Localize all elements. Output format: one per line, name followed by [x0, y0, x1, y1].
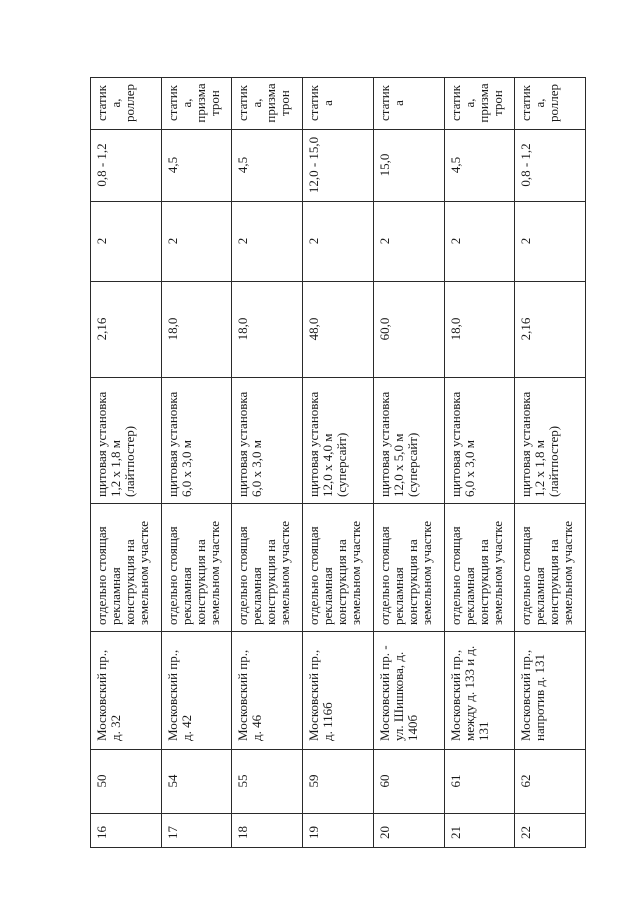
distance-cell: 12,0 - 15,0	[303, 130, 374, 202]
structure-type-cell: отдельно стоящая рекламная конструкция на земельном участке	[91, 504, 162, 632]
distance-cell: 0,8 - 1,2	[91, 130, 162, 202]
table-row	[303, 78, 374, 848]
distance-cell: 4,5	[232, 130, 303, 202]
display-mode-cell: статика, роллер	[515, 78, 586, 130]
row-number-cell: 18	[232, 814, 303, 848]
area-cell: 48,0	[303, 282, 374, 378]
construction-cell: щитовая установка 12,0 х 5,0 м (суперсайт)	[373, 378, 444, 504]
place-id-cell: 60	[373, 750, 444, 814]
table-row	[232, 78, 303, 848]
row-number-cell: 19	[303, 814, 374, 848]
address-cell: Московский пр., напротив д. 131	[515, 632, 586, 750]
construction-cell: щитовая установка 12,0 х 4,0 м (суперсайт)	[303, 378, 374, 504]
address-cell: Московский пр. - ул. Шишкова, д. 140б	[373, 632, 444, 750]
sides-cell: 2	[91, 202, 162, 282]
advertising-structures-table	[90, 77, 586, 848]
area-cell: 18,0	[232, 282, 303, 378]
place-id-cell: 61	[444, 750, 515, 814]
place-id-cell: 62	[515, 750, 586, 814]
address-cell: Московский пр., д. 42	[161, 632, 232, 750]
place-id-cell: 59	[303, 750, 374, 814]
area-cell: 18,0	[161, 282, 232, 378]
row-number-cell: 21	[444, 814, 515, 848]
address-cell: Московский пр., д. 116б	[303, 632, 374, 750]
place-id-cell: 50	[91, 750, 162, 814]
construction-cell: щитовая установка 6,0 х 3,0 м	[161, 378, 232, 504]
sides-cell: 2	[232, 202, 303, 282]
sides-cell: 2	[444, 202, 515, 282]
rotated-table-wrapper	[90, 78, 586, 848]
display-mode-cell: статика, призматрон	[161, 78, 232, 130]
display-mode-cell: статика	[303, 78, 374, 130]
structure-type-cell: отдельно стоящая рекламная конструкция на земельном участке	[444, 504, 515, 632]
display-mode-cell: статика, призматрон	[232, 78, 303, 130]
structure-type-cell: отдельно стоящая рекламная конструкция на земельном участке	[515, 504, 586, 632]
distance-cell: 0,8 - 1,2	[515, 130, 586, 202]
address-cell: Московский пр., между д. 133 и д. 131	[444, 632, 515, 750]
distance-cell: 4,5	[161, 130, 232, 202]
construction-cell: щитовая установка 6,0 х 3,0 м	[232, 378, 303, 504]
sides-cell: 2	[515, 202, 586, 282]
structure-type-cell: отдельно стоящая рекламная конструкция на земельном участке	[232, 504, 303, 632]
sides-cell: 2	[373, 202, 444, 282]
row-number-cell: 20	[373, 814, 444, 848]
address-cell: Московский пр., д. 46	[232, 632, 303, 750]
distance-cell: 15,0	[373, 130, 444, 202]
area-cell: 2,16	[515, 282, 586, 378]
table-row	[91, 78, 162, 848]
row-number-cell: 16	[91, 814, 162, 848]
row-number-cell: 17	[161, 814, 232, 848]
construction-cell: щитовая установка 6,0 х 3,0 м	[444, 378, 515, 504]
table-row	[161, 78, 232, 848]
construction-cell: щитовая установка 1,2 х 1,8 м (лайтпостер)	[515, 378, 586, 504]
area-cell: 18,0	[444, 282, 515, 378]
structure-type-cell: отдельно стоящая рекламная конструкция на земельном участке	[373, 504, 444, 632]
sides-cell: 2	[303, 202, 374, 282]
address-cell: Московский пр., д. 32	[91, 632, 162, 750]
place-id-cell: 55	[232, 750, 303, 814]
place-id-cell: 54	[161, 750, 232, 814]
table-row	[444, 78, 515, 848]
distance-cell: 4,5	[444, 130, 515, 202]
area-cell: 2,16	[91, 282, 162, 378]
structure-type-cell: отдельно стоящая рекламная конструкция на земельном участке	[303, 504, 374, 632]
display-mode-cell: статика, роллер	[91, 78, 162, 130]
display-mode-cell: статика, призматрон	[444, 78, 515, 130]
table-body	[91, 78, 586, 848]
construction-cell: щитовая установка 1,2 х 1,8 м (лайтпостер)	[91, 378, 162, 504]
structure-type-cell: отдельно стоящая рекламная конструкция на земельном участке	[161, 504, 232, 632]
area-cell: 60,0	[373, 282, 444, 378]
display-mode-cell: статика	[373, 78, 444, 130]
sides-cell: 2	[161, 202, 232, 282]
row-number-cell: 22	[515, 814, 586, 848]
table-row	[373, 78, 444, 848]
table-row	[515, 78, 586, 848]
